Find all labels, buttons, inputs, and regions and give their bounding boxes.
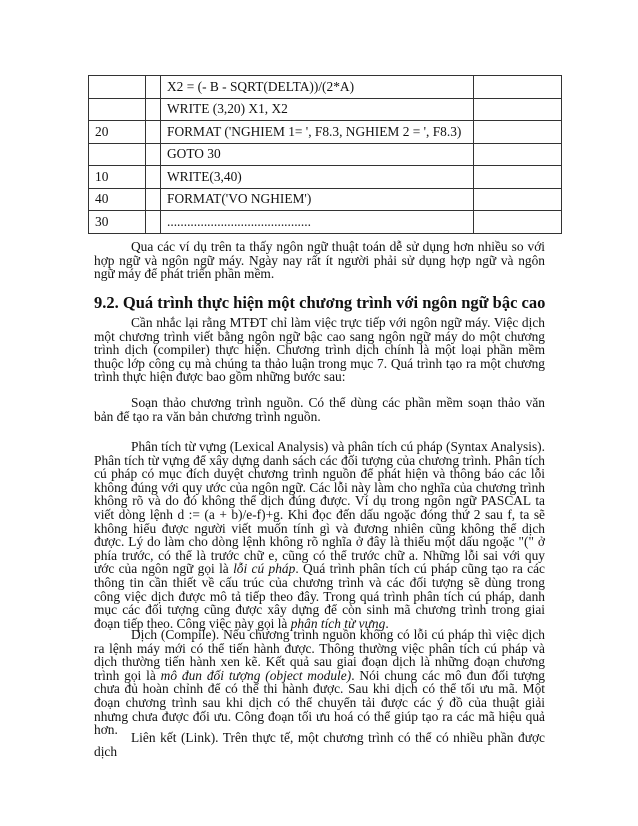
table-row — [89, 76, 562, 99]
code-cell: X2 = (- B - SQRT(DELTA))/(2*A) — [161, 76, 474, 99]
line-label: 30 — [89, 211, 146, 234]
code-cell: FORMAT ('NGHIEM 1= ', F8.3, NGHIEM 2 = ', F8.3) — [161, 121, 474, 144]
table-row — [89, 121, 562, 144]
code-cell: GOTO 30 — [161, 143, 474, 166]
code-cell: WRITE (3,20) X1, X2 — [161, 98, 474, 121]
line-label: 40 — [89, 188, 146, 211]
code-table — [88, 75, 562, 234]
paragraph-summary: Qua các ví dụ trên ta thấy ngôn ngữ thuật toán dễ sử dụng hơn nhiều so với hợp ngữ và ngôn ngữ máy. Ngày nay rất ít người phải sử dụng hợp ngữ và ngôn ngữ máy để phát triển phần mềm. — [94, 239, 545, 282]
table-row — [89, 143, 562, 166]
paragraph-intro: Cần nhắc lại rằng MTĐT chỉ làm việc trực tiếp với ngôn ngữ máy. Việc dịch một chương trình viết bằng ngôn ngữ bậc cao sang ngôn ngữ máy do một chương trình dịch (compiler) thực hiện. Chương trình dịch chính là một loại phần mềm thuộc lớp công cụ mà chúng ta thảo luận trong mục 7. Quá trình tạo ra một chương trình thực hiện được bao gồm những bước sau: — [94, 315, 545, 385]
paragraph-compile: Dịch (Compile). Nếu chương trình nguồn không có lỗi cú pháp thì việc dịch ra lệnh máy mới có thể tiến hành được. Thông thường việc phân tích cú pháp và dịch thường tiến hành xen kẽ. Kết quả sau giai đoạn dịch là những đoạn chương trình gọi là mô đun đối tượng (object module). Nói chung các mô đun đối tượng chưa đủ hoàn chỉnh để có thể thi hành được. Sau khi dịch có thể tối ưu mã. Một đoạn chương trình sau khi dịch có thể chuyển tải được các ý đồ của thuật giải nhưng chưa được đối ưu. Công đoạn tối ưu hoá có thể giúp tạo ra các mã hiệu quả hơn. — [94, 627, 545, 738]
section-heading: 9.2. Quá trình thực hiện một chương trình với ngôn ngữ bậc cao — [94, 293, 546, 312]
line-label — [89, 143, 146, 166]
line-label: 10 — [89, 166, 146, 189]
term-object-module: mô đun đối tượng (object module) — [160, 667, 352, 683]
table-row — [89, 166, 562, 189]
code-cell: WRITE(3,40) — [161, 166, 474, 189]
paragraph-edit-source: Soạn thảo chương trình nguồn. Có thể dùng các phần mềm soạn thảo văn bản để tạo ra văn bản chương trình nguồn. — [94, 395, 545, 424]
table-row — [89, 188, 562, 211]
term-lexical-analysis: phân tích từ vựng — [290, 615, 386, 631]
line-label — [89, 98, 146, 121]
paragraph-link: Liên kết (Link). Trên thực tế, một chương trình có thể có nhiều phần được dịch — [94, 730, 545, 759]
code-cell: FORMAT('VO NGHIEM') — [161, 188, 474, 211]
table-row — [89, 98, 562, 121]
code-cell: ........................................... — [161, 211, 474, 234]
paragraph-analysis: Phân tích từ vựng (Lexical Analysis) và phân tích cú pháp (Syntax Analysis). Phân tích từ vựng để xây dựng danh sách các đối tượng của chương trình. Phân tích cú pháp có mục đích duyệt chương trình nguồn để phát hiện và thông báo các lỗi không đúng với quy ước của ngôn ngữ. Các lỗi này làm cho nghĩa của chương trình không rõ và do đó không thể dịch đúng được. Ví dụ trong ngôn ngữ PASCAL ta viết dòng lệnh d := (a + b)/e-f)+g. Khi đọc đến dấu ngoặc đóng thứ 2 sau f, ta sẽ không hiểu được người viết muốn tính gì và đương nhiên cũng không thể dịch được. Lý do làm cho dòng lệnh không rõ nghĩa ở đây là thiếu một dấu ngoặc "(" ở phía trước, có thể là trước chữ e, cũng có thể trước chữ a. Những lỗi sai với quy ước của ngôn ngữ gọi là lỗi cú pháp. Quá trình phân tích cú pháp cũng tạo ra các thông tin cần thiết về cấu trúc của chương trình và các đối tượng sẽ dùng trong công việc dịch được mô tả tiếp theo đây. Trong quá trình phân tích cú pháp, danh mục các đối tượng cũng được xây dựng để còn sinh mã chương trình trong giai đoạn tiếp theo. Công việc này gọi là phân tích từ vựng. — [94, 439, 545, 631]
line-label — [89, 76, 146, 99]
line-label: 20 — [89, 121, 146, 144]
table-row — [89, 211, 562, 234]
term-syntax-error: lỗi cú pháp — [233, 561, 296, 577]
